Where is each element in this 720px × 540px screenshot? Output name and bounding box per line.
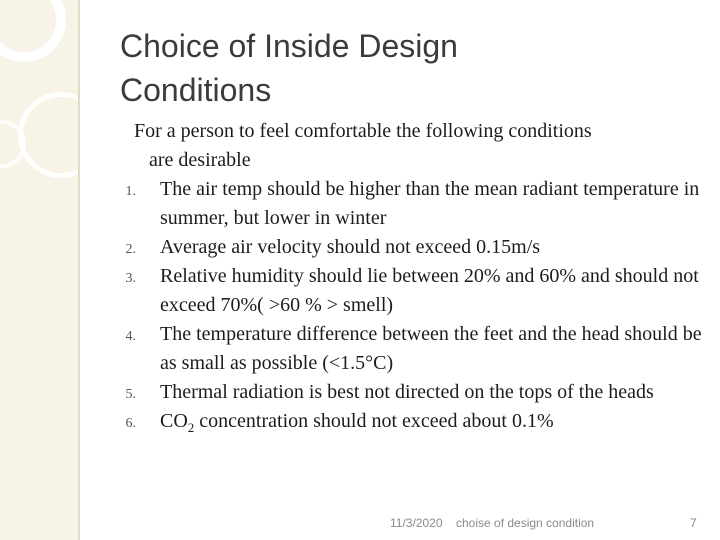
slide-title-line-1: Choice of Inside Design [120, 28, 458, 64]
slide-title [120, 24, 680, 112]
list-item [120, 262, 710, 320]
list-item-text: The temperature difference between the feet and the head should be as small as possible (<1.5°C) [160, 323, 702, 374]
list-item-number: 2. [125, 242, 136, 257]
decorative-sidebar [0, 0, 80, 540]
footer-date: 11/3/2020 [390, 516, 443, 530]
list-item [120, 175, 710, 233]
list-item-number: 4. [125, 329, 136, 344]
list-item-text-suffix: concentration should not exceed about 0.1% [194, 410, 554, 432]
decorative-ring [0, 0, 66, 62]
subscript: 2 [187, 420, 195, 435]
list-item-text: Thermal radiation is best not directed on the tops of the heads [160, 381, 654, 403]
list-item [120, 233, 710, 262]
slide-title-line-2: Conditions [120, 72, 272, 108]
footer-title: choise of design condition [456, 516, 595, 530]
list-item-number: 3. [125, 271, 136, 286]
intro-paragraph [120, 117, 710, 175]
list-item-text: Relative humidity should lie between 20% and 60% and should not exceed 70%( >60 % > smell) [160, 265, 699, 316]
intro-line-1: For a person to feel comfortable the following conditions [134, 120, 592, 142]
list-item-number: 5. [125, 387, 136, 402]
list-item [120, 320, 710, 378]
intro-line-2: are desirable [149, 149, 251, 171]
decorative-ring [18, 92, 80, 178]
list-item-number: 6. [125, 416, 136, 431]
slide-body [120, 117, 710, 436]
list-item-number: 1. [125, 184, 136, 199]
list-item-text: The air temp should be higher than the mean radiant temperature in summer, but lower in winter [160, 178, 700, 229]
list-item [120, 407, 710, 436]
list-item [120, 378, 710, 407]
list-item-text-prefix: CO [160, 410, 188, 432]
slide-number: 7 [690, 516, 697, 530]
list-item-text: Average air velocity should not exceed 0.15m/s [160, 236, 541, 258]
conditions-list [120, 175, 710, 436]
sidebar-divider [78, 0, 79, 540]
